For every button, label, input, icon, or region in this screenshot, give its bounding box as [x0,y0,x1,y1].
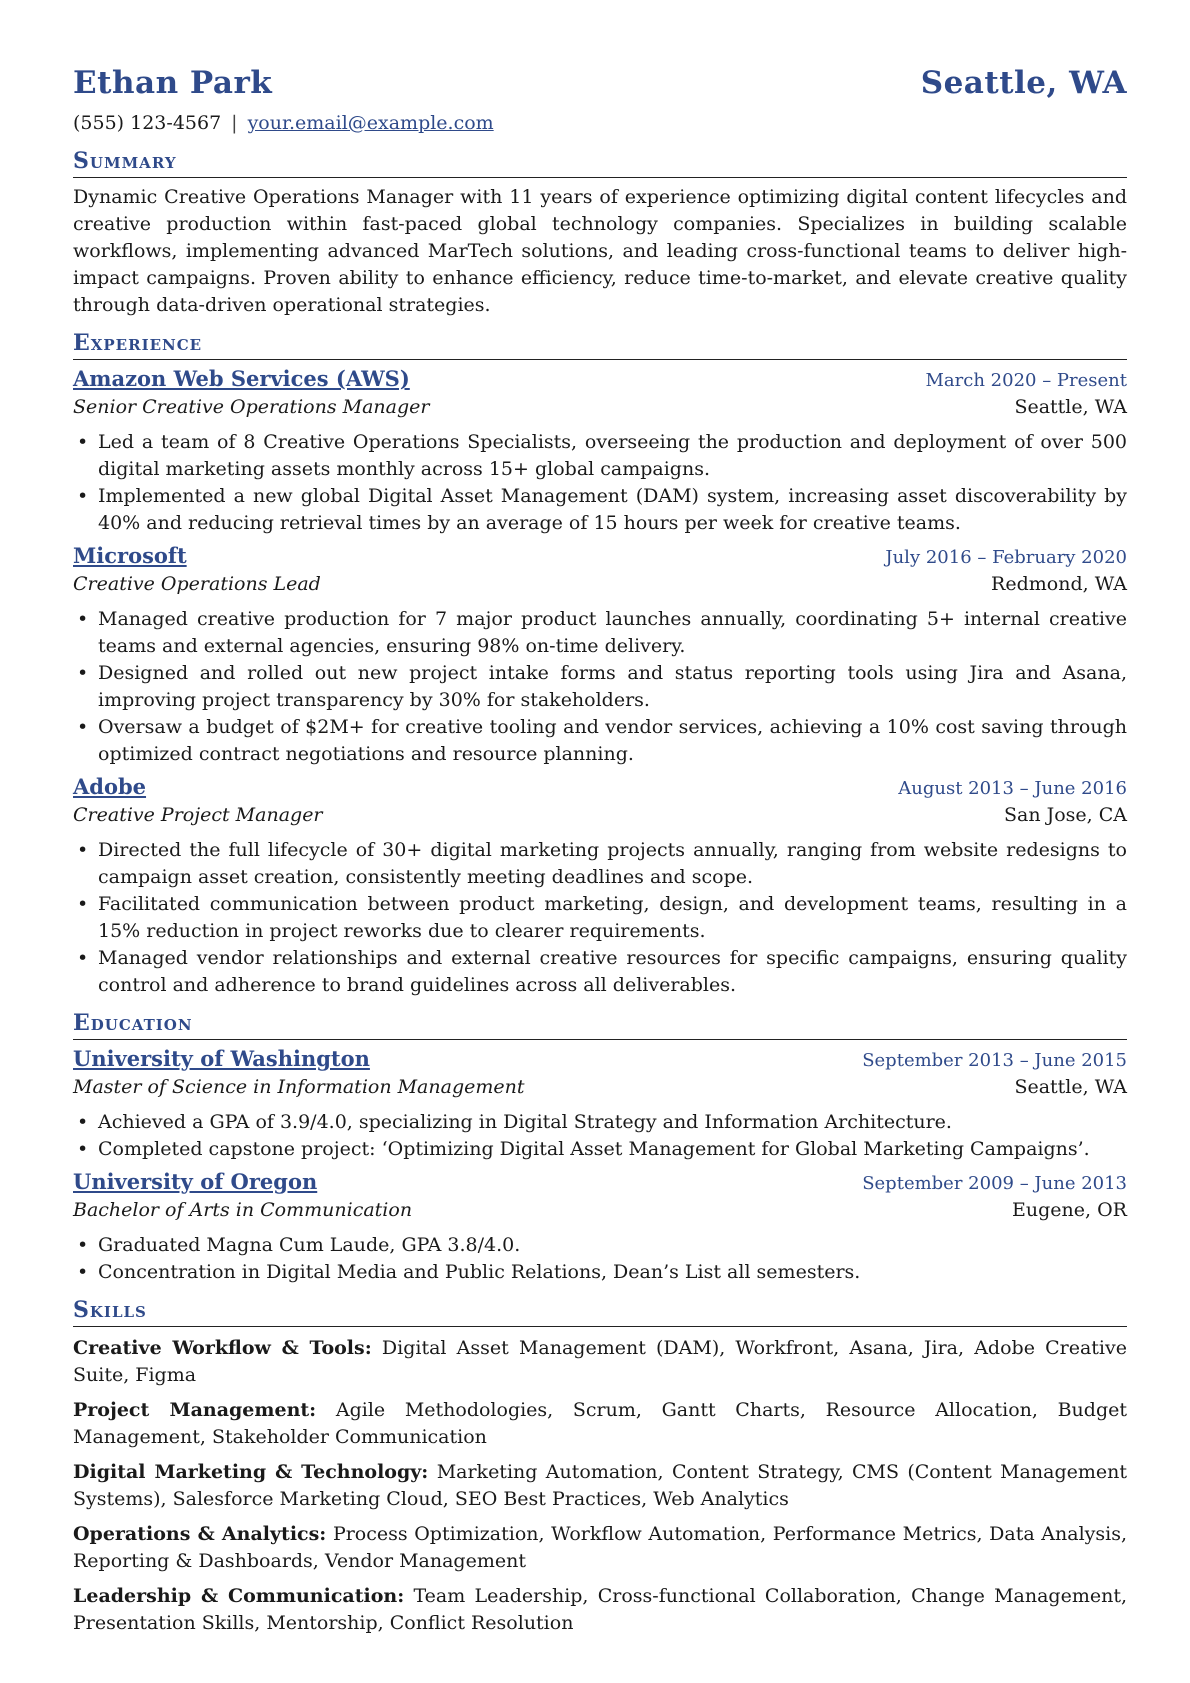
employment-dates: August 2013 – June 2016 [898,778,1127,799]
email-link[interactable]: your.email@example.com [247,112,494,134]
achievement-item: • Implemented a new global Digital Asset Management (DAM) system, increasing asset discoverability by 40% and reducing retrieval times by an average of 15 hours per week for creative teams. [98,483,1127,537]
skill-items: Process Optimization, Workflow Automation, Performance Metrics, Data Analysis, Reporting & Dashboards, Vendor Management [73,1523,1128,1572]
degree-name: Master of Science in Information Management [73,1076,525,1098]
experience-entry-microsoft [73,541,1127,768]
skill-category: Project Management: [73,1399,317,1421]
candidate-name: Ethan Park [73,65,273,101]
achievement-item: • Directed the full lifecycle of 30+ digital marketing projects annually, ranging from website redesigns to campaign asset creation, consistently meeting deadlines and scope. [98,837,1127,891]
summary-text: Dynamic Creative Operations Manager with 11 years of experience optimizing digital content lifecycles and creative production within fast-paced global technology companies. Specializes in building scalable workflows, implementing advanced MarTech solutions, and leading cross-functional teams to deliver high-impact campaigns. Proven ability to enhance efficiency, reduce time-to-market, and elevate creative quality through data-driven operational strategies. [73,186,1127,316]
education-detail-list [73,1232,1127,1286]
experience-entry-aws [73,364,1127,537]
job-title: Creative Project Manager [73,804,323,826]
phone-number: (555) 123-4567 [73,112,222,134]
skill-items: Marketing Automation, Content Strategy, CMS (Content Management Systems), Salesforce Marketing Cloud, SEO Best Practices, Web Analytics [73,1461,1127,1510]
contact-line [73,110,1127,137]
education-entry-uo [73,1167,1127,1286]
skill-category: Digital Marketing & Technology: [73,1461,429,1483]
achievement-item: • Facilitated communication between product marketing, design, and development teams, resulting in a 15% reduction in project reworks due to clearer requirements. [98,891,1127,945]
achievement-item: • Managed creative production for 7 major product launches annually, coordinating 5+ internal creative teams and external agencies, ensuring 98% on-time delivery. [98,606,1127,660]
achievement-item: • Designed and rolled out new project intake forms and status reporting tools using Jira and Asana, improving project transparency by 30% for stakeholders. [98,660,1127,714]
section-title-experience: Experience [73,327,1127,360]
skill-category: Leadership & Communication: [73,1585,405,1607]
employer-name: Adobe [73,774,147,799]
employer-name: Amazon Web Services (AWS) [73,366,410,391]
school-name: University of Oregon [73,1169,318,1194]
section-title-summary: Summary [73,145,1127,178]
education-dates: September 2009 – June 2013 [862,1173,1127,1194]
job-location: San Jose, CA [1003,804,1127,826]
skill-category: Operations & Analytics: [73,1523,327,1545]
degree-name: Bachelor of Arts in Communication [73,1199,413,1221]
job-title: Senior Creative Operations Manager [73,396,430,418]
job-location: Redmond, WA [991,573,1127,595]
contact-separator: | [231,112,238,134]
school-location: Eugene, OR [1012,1199,1127,1221]
education-detail-item: • Graduated Magna Cum Laude, GPA 3.8/4.0. [98,1232,1127,1259]
achievement-list [73,837,1127,999]
skill-line [73,1583,1127,1637]
skill-items: Team Leadership, Cross-functional Collaboration, Change Management, Presentation Skills, Mentorship, Conflict Resolution [73,1585,1128,1634]
achievement-item: • Led a team of 8 Creative Operations Specialists, overseeing the production and deployment of over 500 digital marketing assets monthly across 15+ global campaigns. [98,429,1127,483]
skill-line [73,1397,1127,1451]
skill-items: Digital Asset Management (DAM), Workfront, Asana, Jira, Adobe Creative Suite, Figma [73,1337,1127,1386]
school-name: University of Washington [73,1046,370,1071]
education-entry-uw [73,1044,1127,1163]
job-title: Creative Operations Lead [73,573,321,595]
employment-dates: July 2016 – February 2020 [885,547,1127,568]
skill-line [73,1459,1127,1513]
education-detail-item: • Concentration in Digital Media and Public Relations, Dean’s List all semesters. [98,1259,1127,1286]
achievement-item: • Oversaw a budget of $2M+ for creative tooling and vendor services, achieving a 10% cost saving through optimized contract negotiations and resource planning. [98,714,1127,768]
employer-name: Microsoft [73,543,187,568]
skill-line [73,1335,1127,1389]
resume-header [73,62,1127,104]
achievement-list [73,429,1127,537]
achievement-list [73,606,1127,768]
skill-category: Creative Workflow & Tools: [73,1337,372,1359]
section-title-skills: Skills [73,1294,1127,1327]
experience-entry-adobe [73,772,1127,999]
education-detail-item: • Completed capstone project: ‘Optimizing Digital Asset Management for Global Marketing Campaigns’. [98,1136,1127,1163]
employment-dates: March 2020 – Present [925,370,1127,391]
section-title-education: Education [73,1007,1127,1040]
achievement-item: • Managed vendor relationships and external creative resources for specific campaigns, ensuring quality control and adherence to brand guidelines across all deliverables. [98,945,1127,999]
skill-line [73,1521,1127,1575]
job-location: Seattle, WA [1014,396,1127,418]
education-detail-item: • Achieved a GPA of 3.9/4.0, specializing in Digital Strategy and Information Architecture. [98,1109,1127,1136]
skill-items: Agile Methodologies, Scrum, Gantt Charts, Resource Allocation, Budget Management, Stakeholder Communication [73,1399,1128,1448]
school-location: Seattle, WA [1014,1076,1127,1098]
candidate-location: Seattle, WA [920,65,1127,101]
education-dates: September 2013 – June 2015 [862,1050,1127,1071]
education-detail-list [73,1109,1127,1163]
